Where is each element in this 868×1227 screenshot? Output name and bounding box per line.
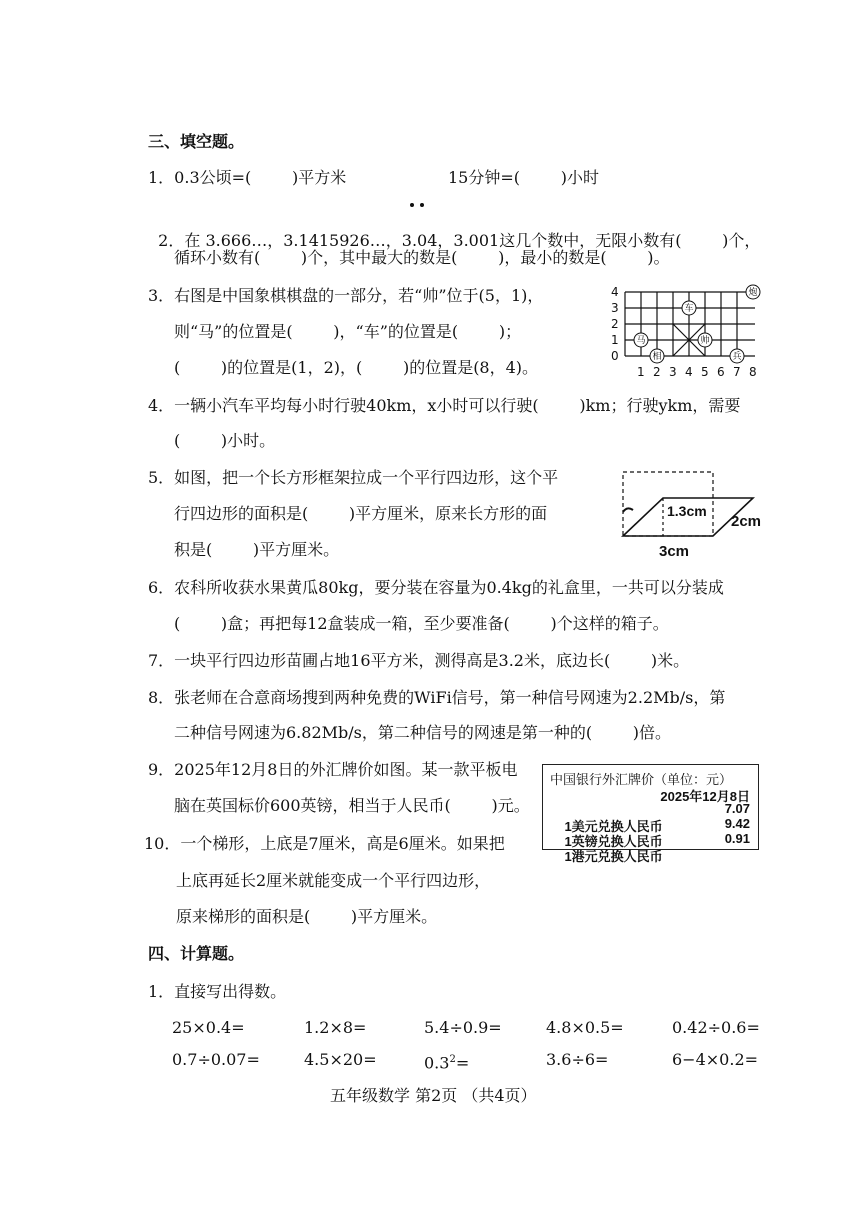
q2-line2: 循环小数有( )个，其中最大的数是( )，最小的数是( )。 xyxy=(174,248,670,267)
section-4-title: 四、计算题。 xyxy=(148,944,245,963)
x-label: 8 xyxy=(749,365,757,379)
rate-value: 7.07 xyxy=(724,801,750,816)
q5-line1: 5．如图，把一个长方形框架拉成一个平行四边形，这个平 xyxy=(148,468,559,487)
q2-line1-end: ，3.001这几个数中，无限小数有( )个， xyxy=(437,231,761,250)
rate-label: 1美元兑换人民币 xyxy=(564,819,663,834)
piece-bing-label: 兵 xyxy=(732,352,742,362)
piece-xiang-label: 相 xyxy=(652,352,662,362)
q7: 7．一块平行四边形苗圃占地16平方米，测得高是3.2米，底边长( )米。 xyxy=(148,651,690,670)
q8-line2: 二种信号网速为6.82Mb/s，第二种信号的网速是第一种的( )倍。 xyxy=(174,723,672,742)
x-label: 4 xyxy=(685,365,693,379)
q3-line3: ( )的位置是(1，2)，( )的位置是(8，4)。 xyxy=(174,358,539,377)
q2-repeating-digits: 04 xyxy=(417,231,438,250)
rate-label: 1英镑兑换人民币 xyxy=(564,834,663,849)
section-3-title: 三、填空题。 xyxy=(148,132,245,151)
repeating-dot xyxy=(420,203,424,207)
calc-item: 0.7÷0.07= xyxy=(172,1050,260,1069)
q3-line1: 3．右图是中国象棋棋盘的一部分，若“帅”位于(5，1)， xyxy=(148,286,544,305)
q1-part-a: 1．0.3公顷=( )平方米 xyxy=(148,168,347,187)
calc-equals: = xyxy=(455,1053,470,1073)
q2-line1-start: 2．在 3.666…，3.1415926…，3. xyxy=(158,231,418,250)
x-label: 6 xyxy=(717,365,725,379)
calc-base: 0.3 xyxy=(424,1053,450,1073)
q9-line1: 9．2025年12月8日的外汇牌价如图。某一款平板电 xyxy=(148,760,518,779)
repeating-dot xyxy=(410,203,414,207)
calc-item: 4.5×20= xyxy=(304,1050,377,1069)
y-label: 0 xyxy=(611,349,619,363)
q10-line3: 原来梯形的面积是( )平方厘米。 xyxy=(176,907,438,926)
y-label: 4 xyxy=(611,285,619,299)
exchange-rate-table xyxy=(542,764,759,864)
calc-item: 6−4×0.2= xyxy=(672,1050,759,1069)
q6-line2: ( )盒；再把每12盒装成一箱，至少要准备( )个这样的箱子。 xyxy=(174,614,669,633)
rate-value: 0.91 xyxy=(724,831,750,846)
base-label: 3cm xyxy=(659,543,690,560)
q8-line1: 8．张老师在合意商场搜到两种免费的WiFi信号，第一种信号网速为2.2Mb/s，第 xyxy=(148,688,726,707)
side-label: 2cm xyxy=(731,513,762,530)
q9-line2: 脑在英国标价600英镑，相当于人民币( )元。 xyxy=(174,796,530,815)
x-label: 7 xyxy=(733,365,741,379)
calc-item: 5.4÷0.9= xyxy=(424,1018,502,1037)
q1-part-b: 15分钟=( )小时 xyxy=(448,168,599,187)
piece-ma-label: 马 xyxy=(636,336,646,346)
q4-line1: 4．一辆小汽车平均每小时行驶40km，x小时可以行驶( )km；行驶ykm，需要 xyxy=(148,396,741,415)
rate-date: 2025年12月8日 xyxy=(660,789,750,804)
q5-line3: 积是( )平方厘米。 xyxy=(174,540,340,559)
piece-che-label: 车 xyxy=(684,304,694,314)
x-label: 1 xyxy=(637,365,645,379)
rate-row xyxy=(550,831,750,895)
height-label: 1.3cm xyxy=(667,503,707,519)
q3-line2: 则“马”的位置是( )，“车”的位置是( )； xyxy=(174,322,522,341)
x-label: 5 xyxy=(701,365,709,379)
calc-title: 1．直接写出得数。 xyxy=(148,982,287,1001)
x-label: 2 xyxy=(653,365,661,379)
calc-item: 1.2×8= xyxy=(304,1018,367,1037)
piece-pao-label: 炮 xyxy=(748,288,758,298)
calc-item xyxy=(424,1050,469,1073)
y-label: 2 xyxy=(611,317,619,331)
chess-board-figure xyxy=(605,282,770,380)
calc-exponent: 2 xyxy=(449,1054,456,1065)
page-footer: 五年级数学 第2页 （共4页） xyxy=(330,1086,537,1105)
q4-line2: ( )小时。 xyxy=(174,431,276,450)
q10-line2: 上底再延长2厘米就能变成一个平行四边形， xyxy=(176,871,491,890)
parallelogram-figure xyxy=(615,464,775,562)
piece-shuai-label: 帅 xyxy=(700,336,710,346)
x-label: 3 xyxy=(669,365,677,379)
q2-line1 xyxy=(148,211,760,251)
calc-item: 0.42÷0.6= xyxy=(672,1018,760,1037)
calc-item: 25×0.4= xyxy=(172,1018,245,1037)
calc-item: 3.6÷6= xyxy=(546,1050,609,1069)
y-label: 3 xyxy=(611,301,619,315)
rate-title: 中国银行外汇牌价（单位：元） xyxy=(550,772,733,787)
rate-label: 1港元兑换人民币 xyxy=(564,849,663,864)
calc-item: 4.8×0.5= xyxy=(546,1018,624,1037)
rate-value: 9.42 xyxy=(724,816,750,831)
q5-line2: 行四边形的面积是( )平方厘米，原来长方形的面 xyxy=(174,504,548,523)
q6-line1: 6．农科所收获水果黄瓜80kg，要分装在容量为0.4kg的礼盒里，一共可以分装成 xyxy=(148,578,724,597)
q10-line1: 10．一个梯形，上底是7厘米，高是6厘米。如果把 xyxy=(144,834,505,853)
y-label: 1 xyxy=(611,333,619,347)
